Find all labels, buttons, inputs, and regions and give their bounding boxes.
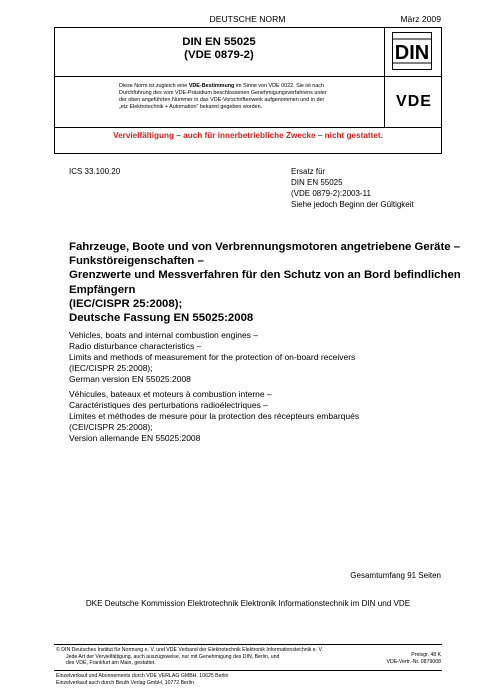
title-fr-line: (CEI/CISPR 25:2008); bbox=[69, 422, 153, 432]
footer-rule-2 bbox=[54, 670, 442, 671]
notice-line: Durchführung des vom VDE-Präsidium beschlossenen Genehmigungsverfahrens unter bbox=[119, 90, 327, 96]
sales-line: Einzelverkauf und Abonnements durch VDE VERLAG GMBH, 10625 Berlin bbox=[56, 673, 229, 679]
title-fr-line: Véhicules, bateaux et moteurs à combustion interne – bbox=[69, 389, 272, 399]
replacement-line: Siehe jedoch Beginn der Gültigkeit bbox=[291, 200, 414, 209]
title-english bbox=[69, 330, 355, 385]
title-de-line: Deutsche Fassung EN 55025:2008 bbox=[69, 312, 254, 325]
replacement-line: (VDE 0879-2):2003-11 bbox=[291, 189, 371, 198]
title-de-line: (IEC/CISPR 25:2008); bbox=[69, 297, 183, 310]
title-german bbox=[69, 240, 461, 325]
notice-bold: VDE-Bestimmung bbox=[188, 83, 235, 89]
total-pages: Gesamtumfang 91 Seiten bbox=[350, 571, 441, 580]
footer-price-block bbox=[387, 652, 442, 665]
title-en-line: (IEC/CISPR 25:2008); bbox=[69, 363, 153, 373]
title-en-line: Limits and methods of measurement for the protection of on-board receivers bbox=[69, 352, 356, 362]
title-fr-line: Version allemande EN 55025:2008 bbox=[69, 433, 201, 443]
reproduction-warning: Vervielfältigung – auch für innerbetriebliche Zwecke – nicht gestattet. bbox=[113, 131, 383, 140]
footer-rule bbox=[54, 644, 442, 645]
price-group: Preisgr. 48 K bbox=[411, 652, 441, 658]
dke-line: DKE Deutsche Kommission Elektrotechnik Elektronik Informationstechnik im DIN und VDE bbox=[85, 599, 411, 608]
title-de-line: Fahrzeuge, Boote und von Verbrennungsmotoren angetriebene Geräte – bbox=[69, 241, 461, 253]
sales-line: Einzelverkauf auch durch Beuth Verlag GmbH, 10772 Berlin bbox=[56, 679, 194, 686]
din-logo-graphic bbox=[392, 32, 432, 70]
title-french bbox=[69, 389, 359, 444]
replacement-line: DIN EN 55025 bbox=[291, 178, 343, 187]
footer-sales bbox=[56, 673, 228, 686]
notice-line: der oben angeführten Nummer in das VDE-Vorschriftenwerk aufgenommen und in der bbox=[119, 97, 325, 103]
replacement-info bbox=[291, 166, 414, 210]
title-fr-line: Caractéristiques des perturbations radioélectriques – bbox=[69, 400, 268, 410]
din-logo bbox=[392, 32, 432, 70]
ics-code: ICS 33.100.20 bbox=[69, 167, 121, 176]
box-divider-vertical bbox=[384, 27, 385, 128]
footer-line: Jede Art der Vervielfältigung, auch auszugsweise, nur mit Genehmigung des DIN, Berlin, und bbox=[66, 653, 280, 660]
notice-line: „etz Elektrotechnik + Automation“ bekannt gegeben worden. bbox=[119, 104, 263, 110]
title-fr-line: Limites et méthodes de mesure pour la protection des récepteurs embarqués bbox=[69, 411, 360, 421]
footer-line: des VDE, Frankfurt am Main, gestattet. bbox=[66, 660, 156, 667]
replacement-line: Ersatz für bbox=[291, 167, 326, 176]
title-de-line: Funkstöreigenschaften – bbox=[69, 255, 204, 268]
vde-logo-graphic bbox=[391, 90, 437, 110]
title-en-line: Radio disturbance characteristics – bbox=[69, 341, 202, 351]
din-logo-text: DIN bbox=[394, 42, 430, 64]
publication-date: März 2009 bbox=[400, 14, 441, 24]
box-divider-top bbox=[54, 76, 442, 77]
box-divider-bottom bbox=[54, 127, 442, 128]
title-en-line: Vehicles, boats and internal combustion engines – bbox=[69, 330, 259, 340]
notice-text: im Sinne von VDE 0022. Sie ist nach bbox=[234, 83, 324, 89]
vde-number: (VDE 0879-2) bbox=[184, 49, 254, 61]
footer-line: © DIN Deutsches Institut für Normung e. V. und VDE Verband der Elektrotechnik Elektronik Informationstechnik e. V. bbox=[56, 647, 323, 653]
vde-logo bbox=[391, 90, 437, 110]
vde-logo-text: VDE bbox=[396, 93, 432, 110]
title-en-line: German version EN 55025:2008 bbox=[69, 374, 191, 384]
title-de-line: Grenzwerte und Messverfahren für den Schutz von an Bord befindlichen bbox=[69, 269, 461, 282]
footer-copyright bbox=[56, 647, 323, 667]
notice-text: Diese Norm ist zugleich eine bbox=[119, 83, 189, 89]
norm-number: DIN EN 55025 bbox=[182, 36, 256, 48]
vde-notice bbox=[119, 83, 381, 111]
norm-type-label: DEUTSCHE NORM bbox=[209, 14, 286, 24]
title-de-line: Empfängern bbox=[69, 283, 136, 296]
order-number: VDE-Vertr.-Nr. 0879008 bbox=[386, 658, 441, 665]
